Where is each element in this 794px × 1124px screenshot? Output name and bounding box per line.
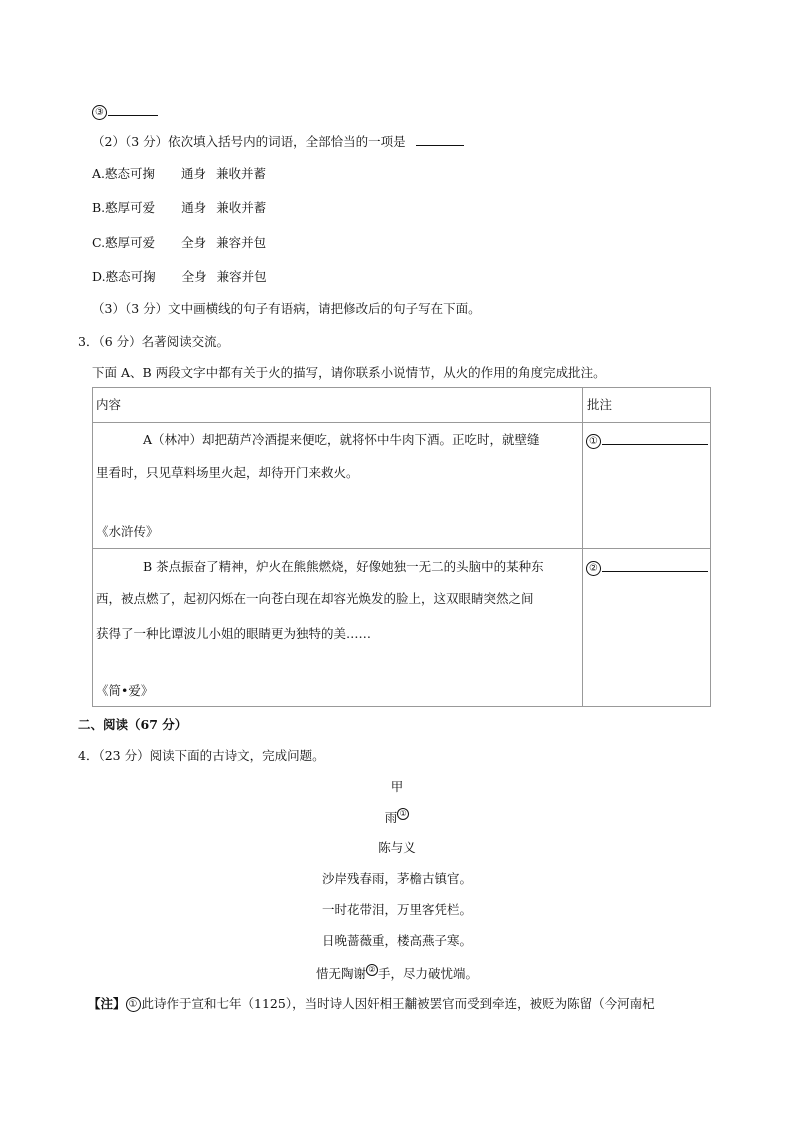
item3-blank[interactable]	[108, 103, 158, 116]
poem-line-4-part-2: 手，尽力破忧端。	[378, 966, 479, 981]
item3-answer-line	[92, 103, 158, 120]
option-word-1: 憨厚可爱	[105, 235, 156, 250]
poem-line-2: 一时花带泪，万里客凭栏。	[321, 902, 472, 917]
option-word-2: 通身	[181, 166, 207, 181]
note-number-1: ①	[586, 434, 601, 449]
section-title: 二、阅读（67 分）	[78, 717, 188, 732]
poem-annotation	[88, 996, 655, 1012]
annotation-text: 此诗作于宣和七年（1125），当时诗人因奸相王黼被罢官而受到牵连，被贬为陈留（今河南杞	[141, 996, 655, 1011]
poem-line-4	[0, 964, 794, 982]
annotation-mark: ①	[126, 997, 141, 1012]
sub2-stem: （2）（3 分）依次填入括号内的词语，全部恰当的一项是	[92, 134, 406, 149]
poem-line-4-note-mark: ②	[366, 964, 378, 976]
row-a-line-2: 里看时，只见草料场里火起，却待开门来救火。	[96, 465, 359, 480]
note-2-blank[interactable]	[602, 559, 708, 572]
q4-title: 4．（23 分）阅读下面的古诗文，完成问题。	[78, 748, 325, 763]
option-word-2: 全身	[181, 235, 207, 250]
row-a-line-1: A（林冲）却把葫芦冷酒提来便吃，就将怀中牛肉下酒。正吃时，就壁缝	[143, 432, 540, 447]
part-label: 甲	[390, 779, 404, 794]
poem-title-text: 雨	[384, 810, 398, 825]
option-word-3: 兼收并蓄	[216, 166, 267, 181]
q3-title: 3．（6 分）名著阅读交流。	[78, 334, 230, 349]
q3-intro: 下面 A、B 两段文字中都有关于火的描写，请你联系小说情节，从火的作用的角度完成批注。	[92, 365, 606, 380]
option-letter: B.	[92, 200, 106, 215]
option-word-1: 憨态可掬	[105, 269, 156, 284]
row-b-source: 《简•爱》	[96, 683, 154, 698]
note-1-blank[interactable]	[602, 432, 708, 445]
item-number-3: ③	[92, 105, 107, 120]
poem-title-note-mark: ①	[397, 808, 409, 820]
option-a[interactable]	[92, 166, 266, 182]
row-b-line-2: 西，被点燃了，起初闪烁在一向苍白现在却容光焕发的脸上，这双眼睛突然之间	[96, 591, 534, 606]
option-letter: D.	[92, 269, 106, 284]
row-a-note	[586, 432, 708, 449]
table-header-content: 内容	[96, 397, 122, 412]
poem-line-3: 日晚蔷薇重，楼高燕子寒。	[321, 933, 472, 948]
table-header-divider	[92, 422, 711, 423]
option-c[interactable]	[92, 235, 266, 251]
table-column-divider	[582, 387, 583, 707]
option-letter: A.	[92, 166, 106, 181]
poem-line-1: 沙岸残春雨，茅檐古镇官。	[321, 871, 472, 886]
note-number-2: ②	[586, 561, 601, 576]
annotation-label: 【注】	[88, 996, 126, 1011]
option-d[interactable]	[92, 269, 267, 285]
sub3-stem: （3）（3 分）文中画横线的句子有语病，请把修改后的句子写在下面。	[92, 301, 481, 316]
option-word-2: 全身	[181, 269, 207, 284]
option-letter: C.	[92, 235, 106, 250]
option-word-3: 兼容并包	[216, 235, 267, 250]
option-word-3: 兼容并包	[216, 269, 267, 284]
poem-line-4-part-1: 惜无陶谢	[315, 966, 366, 981]
row-b-note	[586, 559, 708, 576]
row-b-line-3: 获得了一种比谭波儿小姐的眼睛更为独特的美……	[96, 626, 372, 641]
sub2-answer-blank[interactable]	[416, 133, 464, 146]
row-a-source: 《水浒传》	[96, 524, 159, 539]
option-b[interactable]	[92, 200, 266, 216]
option-word-1: 憨厚可爱	[105, 200, 156, 215]
option-word-1: 憨态可掬	[105, 166, 156, 181]
poem-author: 陈与义	[378, 840, 416, 855]
row-b-line-1: B 茶点振奋了精神，炉火在熊熊燃烧，好像她独一无二的头脑中的某种东	[143, 559, 544, 574]
sub2-stem-line	[92, 133, 464, 150]
table-row-divider	[92, 548, 711, 549]
table-header-note: 批注	[587, 397, 613, 412]
option-word-2: 通身	[181, 200, 207, 215]
poem-title	[0, 808, 794, 826]
option-word-3: 兼收并蓄	[216, 200, 267, 215]
